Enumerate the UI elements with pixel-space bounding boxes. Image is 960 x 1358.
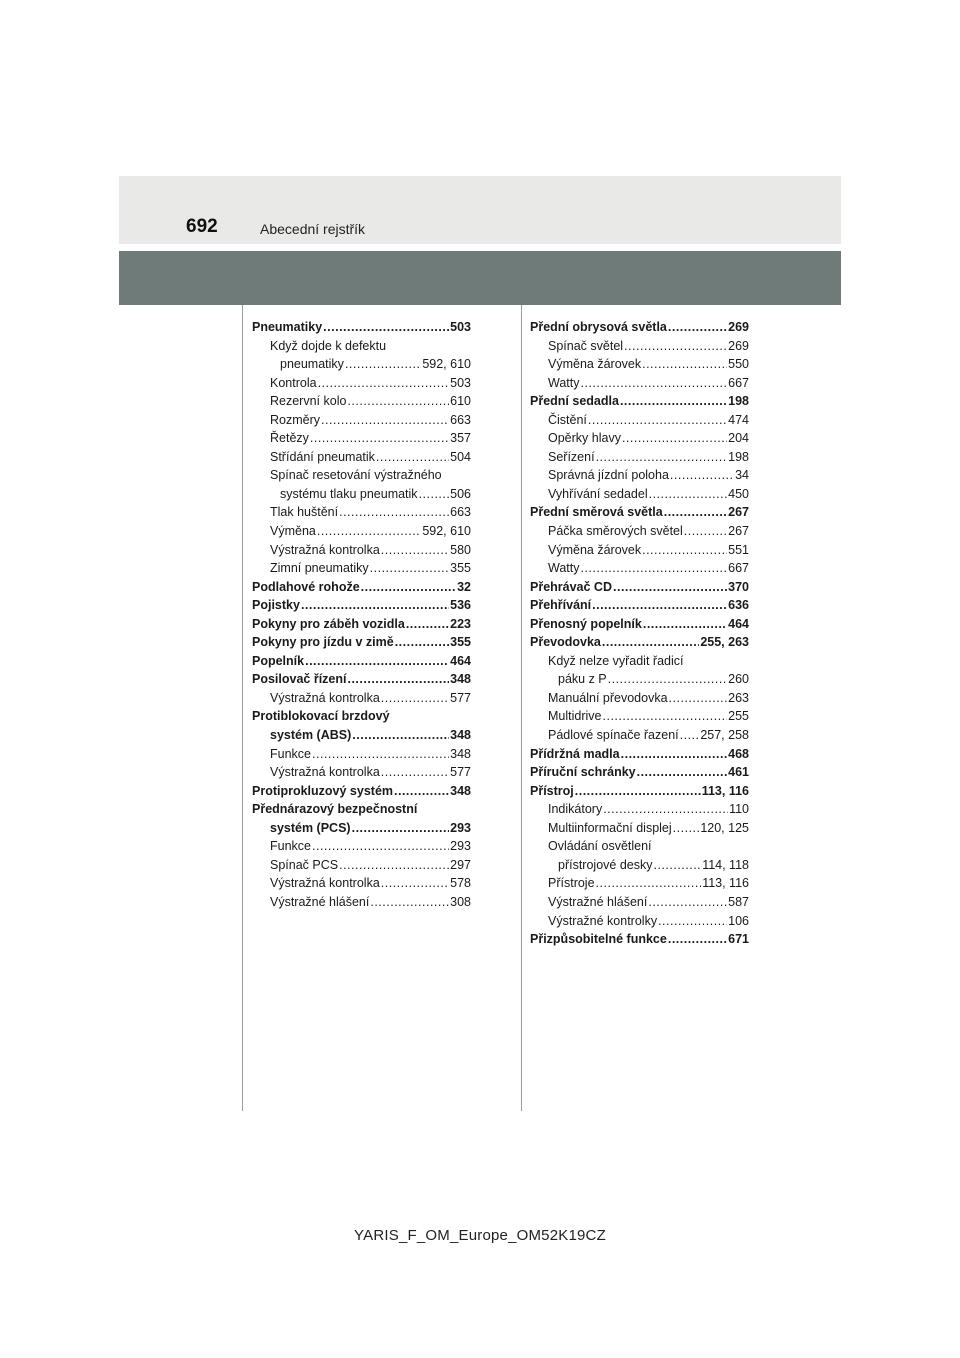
entry-term: Výstražné hlášení [270, 894, 370, 909]
index-subentry [252, 856, 471, 875]
entry-page-reference[interactable]: 461 [728, 765, 749, 780]
leader-dots [621, 745, 728, 764]
entry-page-reference[interactable]: 348 [450, 728, 471, 743]
entry-page-reference[interactable]: 114, 118 [702, 857, 749, 872]
column-rule-right [521, 305, 522, 1111]
entry-term: Indikátory [548, 802, 603, 817]
leader-dots [575, 782, 701, 801]
index-subentry [252, 541, 471, 560]
entry-term: Pojistky [252, 598, 300, 613]
index-subentry [252, 559, 471, 578]
index-entry [530, 930, 749, 949]
entry-term: Převodovka [530, 635, 601, 650]
entry-page-reference[interactable]: 464 [450, 653, 471, 668]
index-entry [252, 633, 471, 652]
index-subentry [252, 429, 471, 448]
entry-page-reference[interactable]: 198 [728, 449, 749, 464]
entry-page-reference[interactable]: 348 [450, 672, 471, 687]
leader-dots [608, 670, 728, 689]
entry-page-reference[interactable]: 577 [450, 690, 471, 705]
leader-dots [361, 578, 456, 597]
leader-dots [339, 856, 449, 875]
leader-dots [602, 633, 699, 652]
index-entry [252, 652, 471, 671]
entry-page-reference[interactable]: 260 [728, 672, 749, 687]
entry-page-reference[interactable]: 269 [728, 338, 749, 353]
entry-term: Opěrky hlavy [548, 431, 621, 446]
entry-term: Čistění [548, 412, 587, 427]
entry-page-reference[interactable]: 357 [450, 431, 471, 446]
index-subentry [530, 819, 749, 838]
entry-page-reference[interactable]: 293 [450, 820, 471, 835]
index-subentry [530, 355, 749, 374]
leader-dots [648, 893, 727, 912]
leader-dots [395, 633, 449, 652]
entry-term: Multidrive [548, 709, 602, 724]
leader-dots [588, 411, 727, 430]
leader-dots [624, 337, 727, 356]
index-subentry [530, 670, 749, 689]
index-column-right [530, 318, 749, 949]
entry-term: Přístroje [548, 876, 595, 891]
leader-dots [376, 448, 449, 467]
entry-page-reference[interactable]: 297 [450, 857, 471, 872]
leader-dots [580, 374, 727, 393]
index-subentry [530, 689, 749, 708]
index-subentry [530, 466, 749, 485]
entry-term: Výstražné hlášení [548, 894, 648, 909]
entry-term: Výstražná kontrolka [270, 542, 380, 557]
leader-dots [370, 559, 449, 578]
index-subentry [252, 355, 471, 374]
leader-dots [649, 485, 728, 504]
entry-page-reference[interactable]: 580 [450, 542, 471, 557]
entry-term: Přenosný popelník [530, 616, 642, 631]
entry-term: Výměna žárovek [548, 542, 642, 557]
index-subentry: Když nelze vyřadit řadicí [548, 653, 684, 668]
entry-page-reference[interactable]: 503 [450, 375, 471, 390]
index-entry [252, 615, 471, 634]
leader-dots [642, 355, 727, 374]
header-bar [119, 251, 841, 305]
entry-term: Výstražná kontrolka [270, 765, 380, 780]
column-rule-left [242, 305, 243, 1111]
leader-dots [352, 819, 450, 838]
entry-term: Páčka směrových světel [548, 524, 683, 539]
entry-term: Přehřívání [530, 598, 592, 613]
index-subentry [252, 874, 471, 893]
entry-term: Střídání pneumatik [270, 449, 375, 464]
leader-dots [406, 615, 449, 634]
leader-dots [317, 522, 421, 541]
index-subentry: Když dojde k defektu [270, 338, 387, 353]
entry-term: Watty [548, 375, 580, 390]
index-entry [530, 596, 749, 615]
leader-dots [668, 930, 727, 949]
entry-term: Zimní pneumatiky [270, 561, 369, 576]
entry-page-reference[interactable]: 355 [450, 561, 471, 576]
page-number: 692 [186, 216, 218, 237]
index-entry [530, 615, 749, 634]
index-subentry [530, 726, 749, 745]
leader-dots [370, 893, 449, 912]
entry-page-reference[interactable]: 667 [728, 561, 749, 576]
index-subentry [252, 485, 471, 504]
entry-term: Vyhřívání sedadel [548, 486, 648, 501]
entry-page-reference[interactable]: 348 [450, 783, 471, 798]
entry-page-reference[interactable]: 464 [728, 616, 749, 631]
leader-dots [596, 448, 728, 467]
entry-term: Spínač světel [548, 338, 624, 353]
leader-dots [345, 355, 421, 374]
index-subentry [530, 429, 749, 448]
index-entry [252, 670, 471, 689]
leader-dots [323, 318, 449, 337]
entry-term: Výstražná kontrolka [270, 690, 380, 705]
index-subentry [252, 893, 471, 912]
leader-dots [622, 429, 727, 448]
entry-term: Funkce [270, 839, 311, 854]
entry-term: Kontrola [270, 375, 317, 390]
index-subentry [530, 856, 749, 875]
entry-term: Pneumatiky [252, 320, 323, 334]
leader-dots [347, 392, 449, 411]
index-subentry [530, 559, 749, 578]
entry-page-reference[interactable]: 355 [450, 635, 471, 650]
index-subentry [530, 800, 749, 819]
entry-page-reference[interactable]: 113, 116 [701, 783, 749, 798]
index-entry [252, 726, 471, 745]
index-subentry [530, 448, 749, 467]
entry-term: Přední směrová světla [530, 505, 663, 520]
entry-term: Seřízení [548, 449, 595, 464]
index-subentry: Ovládání osvětlení [548, 839, 652, 854]
index-entry [252, 782, 471, 801]
entry-term: Výstražné kontrolky [548, 913, 658, 928]
entry-page-reference[interactable]: 610 [450, 394, 471, 409]
entry-page-reference[interactable]: 267 [728, 505, 749, 520]
index-subentry [530, 522, 749, 541]
leader-dots [670, 466, 734, 485]
entry-page-reference[interactable]: 348 [450, 746, 471, 761]
index-subentry [252, 522, 471, 541]
index-subentry [530, 337, 749, 356]
index-subentry [252, 374, 471, 393]
leader-dots [596, 874, 702, 893]
entry-term: Přední sedadla [530, 394, 619, 409]
entry-term: Podlahové rohože [252, 579, 360, 594]
entry-term: Příruční schránky [530, 765, 636, 780]
index-entry: Přednárazový bezpečnostní [252, 802, 418, 817]
index-subentry [252, 763, 471, 782]
entry-page-reference[interactable]: 468 [728, 746, 749, 761]
index-entry [252, 819, 471, 838]
entry-page-reference[interactable]: 198 [728, 394, 749, 409]
index-subentry [530, 541, 749, 560]
entry-term: Přídržná madla [530, 746, 620, 761]
leader-dots [603, 707, 728, 726]
entry-term: přístrojové desky [558, 857, 653, 872]
index-subentry [530, 411, 749, 430]
leader-dots [603, 800, 728, 819]
leader-dots [669, 689, 728, 708]
entry-term: Popelník [252, 653, 305, 668]
entry-page-reference[interactable]: 577 [450, 765, 471, 780]
entry-term: Pádlové spínače řazení [548, 728, 679, 743]
entry-term: Protiprokluzový systém [252, 783, 394, 798]
index-subentry [252, 448, 471, 467]
index-subentry [252, 392, 471, 411]
leader-dots [339, 503, 449, 522]
entry-page-reference[interactable]: 120, 125 [700, 820, 749, 835]
leader-dots [318, 374, 450, 393]
entry-page-reference[interactable]: 551 [728, 542, 749, 557]
index-entry [252, 578, 471, 597]
entry-term: pneumatiky [280, 357, 344, 372]
leader-dots [653, 856, 701, 875]
entry-page-reference[interactable]: 506 [450, 486, 471, 501]
leader-dots [321, 411, 449, 430]
header-band [119, 176, 841, 244]
entry-term: Přehrávač CD [530, 579, 612, 594]
entry-term: Manuální převodovka [548, 690, 668, 705]
entry-term: Multiinformační displej [548, 820, 672, 835]
index-subentry: Spínač resetování výstražného [270, 468, 442, 483]
leader-dots [664, 503, 727, 522]
index-subentry [252, 837, 471, 856]
entry-page-reference[interactable]: 667 [728, 375, 749, 390]
leader-dots [643, 615, 727, 634]
entry-term: Rezervní kolo [270, 394, 347, 409]
leader-dots [381, 763, 449, 782]
leader-dots [381, 689, 449, 708]
index-entry [530, 763, 749, 782]
leader-dots [642, 541, 727, 560]
entry-page-reference[interactable]: 32 [457, 579, 471, 594]
entry-page-reference[interactable]: 204 [728, 431, 749, 446]
entry-page-reference[interactable]: 636 [728, 598, 749, 613]
entry-page-reference[interactable]: 504 [450, 449, 471, 464]
leader-dots [613, 578, 727, 597]
entry-term: Přední obrysová světla [530, 320, 667, 334]
index-entry [530, 392, 749, 411]
index-subentry [530, 893, 749, 912]
entry-term: Správná jízdní poloha [548, 468, 669, 483]
entry-page-reference[interactable]: 663 [450, 505, 471, 520]
leader-dots [620, 392, 727, 411]
entry-term: páku z P [558, 672, 607, 687]
index-subentry [530, 912, 749, 931]
leader-dots [312, 837, 449, 856]
entry-page-reference[interactable]: 592, 610 [422, 357, 471, 372]
leader-dots [658, 912, 727, 931]
entry-page-reference[interactable]: 255 [728, 709, 749, 724]
leader-dots [680, 726, 700, 745]
entry-term: Rozměry [270, 412, 321, 427]
entry-page-reference[interactable]: 587 [728, 894, 749, 909]
entry-page-reference[interactable]: 450 [728, 486, 749, 501]
entry-page-reference[interactable]: 263 [728, 690, 749, 705]
index-column-left [252, 318, 471, 912]
entry-term: Výstražná kontrolka [270, 876, 380, 891]
entry-term: systém (PCS) [270, 820, 351, 835]
index-entry [252, 596, 471, 615]
entry-term: Řetězy [270, 431, 309, 446]
entry-term: Pokyny pro záběh vozidla [252, 616, 405, 631]
entry-page-reference[interactable]: 269 [728, 320, 749, 334]
entry-term: Přístroj [530, 783, 574, 798]
leader-dots [394, 782, 449, 801]
entry-page-reference[interactable]: 110 [729, 802, 749, 817]
index-entry [530, 633, 749, 652]
index-entry: Protiblokovací brzdový [252, 709, 390, 724]
entry-page-reference[interactable]: 671 [728, 932, 749, 947]
entry-term: Pokyny pro jízdu v zimě [252, 635, 394, 650]
leader-dots [419, 485, 450, 504]
leader-dots [684, 522, 727, 541]
entry-term: systému tlaku pneumatik [280, 486, 418, 501]
leader-dots [312, 745, 449, 764]
index-entry [530, 782, 749, 801]
entry-page-reference[interactable]: 293 [450, 839, 471, 854]
entry-term: Watty [548, 561, 580, 576]
index-subentry [530, 874, 749, 893]
leader-dots [352, 726, 449, 745]
entry-page-reference[interactable]: 550 [728, 357, 749, 372]
entry-term: Funkce [270, 746, 311, 761]
entry-term: Přizpůsobitelné funkce [530, 932, 667, 947]
entry-term: Spínač PCS [270, 857, 339, 872]
entry-page-reference[interactable]: 34 [735, 468, 749, 483]
section-title: Abecední rejstřík [260, 221, 366, 237]
entry-page-reference[interactable]: 578 [450, 876, 471, 891]
index-entry [252, 318, 471, 337]
entry-page-reference[interactable]: 370 [728, 579, 749, 594]
index-subentry [530, 707, 749, 726]
entry-page-reference[interactable]: 592, 610 [422, 524, 471, 539]
entry-page-reference[interactable]: 503 [450, 320, 471, 334]
leader-dots [580, 559, 727, 578]
entry-page-reference[interactable]: 113, 116 [702, 876, 749, 891]
entry-term: Posilovač řízení [252, 672, 347, 687]
leader-dots [301, 596, 449, 615]
leader-dots [381, 541, 449, 560]
leader-dots [310, 429, 449, 448]
leader-dots [668, 318, 727, 337]
index-entry [530, 503, 749, 522]
entry-page-reference[interactable]: 255, 263 [700, 635, 749, 650]
entry-term: systém (ABS) [270, 728, 352, 743]
entry-term: Tlak huštění [270, 505, 339, 520]
index-subentry [252, 745, 471, 764]
entry-page-reference[interactable]: 257, 258 [700, 728, 749, 743]
leader-dots [347, 670, 449, 689]
leader-dots [305, 652, 449, 671]
index-subentry [530, 485, 749, 504]
index-subentry [252, 411, 471, 430]
index-entry [530, 578, 749, 597]
entry-page-reference[interactable]: 663 [450, 412, 471, 427]
index-entry [530, 318, 749, 337]
leader-dots [592, 596, 727, 615]
index-subentry [530, 374, 749, 393]
entry-page-reference[interactable]: 267 [728, 524, 749, 539]
index-subentry [252, 503, 471, 522]
entry-page-reference[interactable]: 223 [450, 616, 471, 631]
entry-page-reference[interactable]: 308 [450, 894, 471, 909]
leader-dots [381, 874, 449, 893]
entry-term: Výměna žárovek [548, 357, 642, 372]
index-subentry [252, 689, 471, 708]
entry-page-reference[interactable]: 474 [728, 412, 749, 427]
entry-page-reference[interactable]: 536 [450, 598, 471, 613]
entry-page-reference[interactable]: 106 [728, 913, 749, 928]
leader-dots [673, 819, 700, 838]
document-id: YARIS_F_OM_Europe_OM52K19CZ [354, 1227, 606, 1244]
index-entry [530, 745, 749, 764]
leader-dots [637, 763, 728, 782]
entry-term: Výměna [270, 524, 316, 539]
